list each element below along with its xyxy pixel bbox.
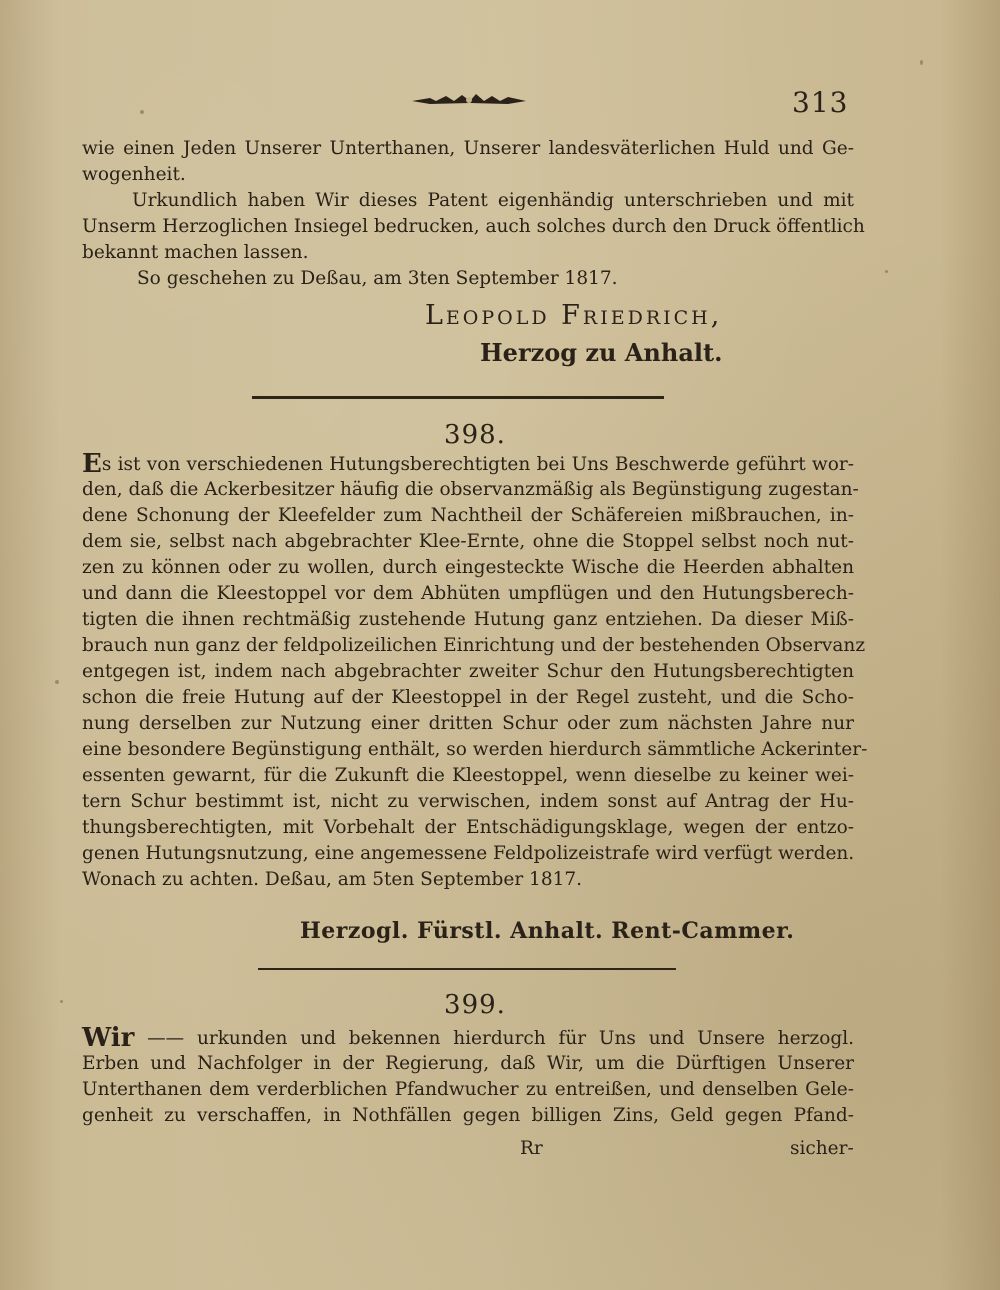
text-line: dene Schonung der Kleefelder zum Nachtheil der Schäfereien mißbrauchen, in- — [82, 505, 854, 526]
section-number-399: 399. — [444, 990, 506, 1020]
section-divider — [252, 396, 664, 399]
paper-speck — [920, 60, 923, 65]
text-line: bekannt machen lassen. — [82, 242, 309, 263]
text-line: genheit zu verschaffen, in Nothfällen gegen billigen Zins, Geld gegen Pfand- — [82, 1105, 854, 1126]
catchword: sicher- — [790, 1138, 854, 1159]
text-line: Urkundlich haben Wir dieses Patent eigenhändig unterschrieben und mit — [132, 190, 854, 211]
text-line: Unterthanen dem verderblichen Pfandwucher zu entreißen, und denselben Gele- — [82, 1079, 854, 1100]
issuing-authority: Herzogl. Fürstl. Anhalt. Rent-Cammer. — [300, 918, 795, 944]
text-line: nung derselben zur Nutzung einer dritten Schur oder zum nächsten Jahre nur — [82, 713, 854, 734]
text-line: zen zu können oder zu wollen, durch eingesteckte Wische die Heerden abhalten — [82, 557, 854, 578]
text-line: brauch nun ganz der feldpolizeilichen Einrichtung und der bestehenden Observanz — [82, 635, 866, 656]
text-line-rest: —— urkunden und bekennen hierdurch für Uns und Unsere herzogl. — [134, 1028, 854, 1049]
text-line: den, daß die Ackerbesitzer häufig die observanzmäßig als Begünstigung zugestan- — [82, 479, 859, 500]
text-line: wogenheit. — [82, 164, 186, 185]
text-line: tern Schur bestimmt ist, nicht zu verwischen, indem sonst auf Antrag der Hu- — [82, 791, 854, 812]
text-line: thungsberechtigten, mit Vorbehalt der Entschädigungsklage, wegen der entzo- — [82, 817, 854, 838]
text-line: Erben und Nachfolger in der Regierung, daß Wir, um die Dürftigen Unserer — [82, 1053, 854, 1074]
section-number-398: 398. — [444, 420, 506, 450]
paper-speck — [140, 110, 144, 114]
text-line: und dann die Kleestoppel vor dem Abhüten umpflügen und den Hutungsberech- — [82, 583, 854, 604]
signature-mark: Rr — [520, 1138, 543, 1159]
section-399-text — [82, 1025, 854, 1129]
paper-speck — [60, 1000, 63, 1003]
signature-name: Leopold Friedrich, — [425, 300, 723, 331]
text-line: tigten die ihnen rechtmäßig zustehende Hutung ganz entziehen. Da dieser Miß- — [82, 609, 854, 630]
header-ornament — [410, 92, 528, 106]
page-number: 313 — [792, 86, 849, 119]
text-line: So geschehen zu Deßau, am 3ten September 1817. — [137, 268, 618, 289]
paper-speck — [885, 270, 888, 273]
text-line — [82, 451, 854, 477]
text-line: entgegen ist, indem nach abgebrachter zweiter Schur den Hutungsberechtigten — [82, 661, 854, 682]
text-line-rest: s ist von verschiedenen Hutungsberechtigten bei Uns Beschwerde geführt wor- — [101, 454, 854, 475]
section-divider — [258, 968, 676, 970]
text-line: eine besondere Begünstigung enthält, so werden hierdurch sämmtliche Ackerinter- — [82, 739, 868, 760]
text-line — [82, 1025, 854, 1051]
section-398-text — [82, 449, 868, 893]
signature-title: Herzog zu Anhalt. — [480, 338, 723, 367]
initial-letter: E — [82, 449, 102, 479]
text-line: wie einen Jeden Unserer Unterthanen, Unserer landesväterlichen Huld und Ge- — [82, 138, 854, 159]
text-line: Unserm Herzoglichen Insiegel bedrucken, auch solches durch den Druck öffentlich — [82, 216, 865, 237]
text-line: genen Hutungsnutzung, eine angemessene Feldpolizeistrafe wird verfügt werden. — [82, 843, 855, 864]
text-line: Wonach zu achten. Deßau, am 5ten September 1817. — [82, 869, 583, 890]
text-line: dem sie, selbst nach abgebrachter Klee-Ernte, ohne die Stoppel selbst noch nut- — [82, 531, 854, 552]
patent-closing-text — [82, 136, 865, 292]
text-line: essenten gewarnt, für die Zukunft die Kleestoppel, wenn dieselbe zu keiner wei- — [82, 765, 854, 786]
paper-speck — [55, 680, 59, 684]
initial-word: Wir — [82, 1023, 135, 1053]
text-line: schon die freie Hutung auf der Kleestoppel in der Regel zusteht, und die Scho- — [82, 687, 854, 708]
